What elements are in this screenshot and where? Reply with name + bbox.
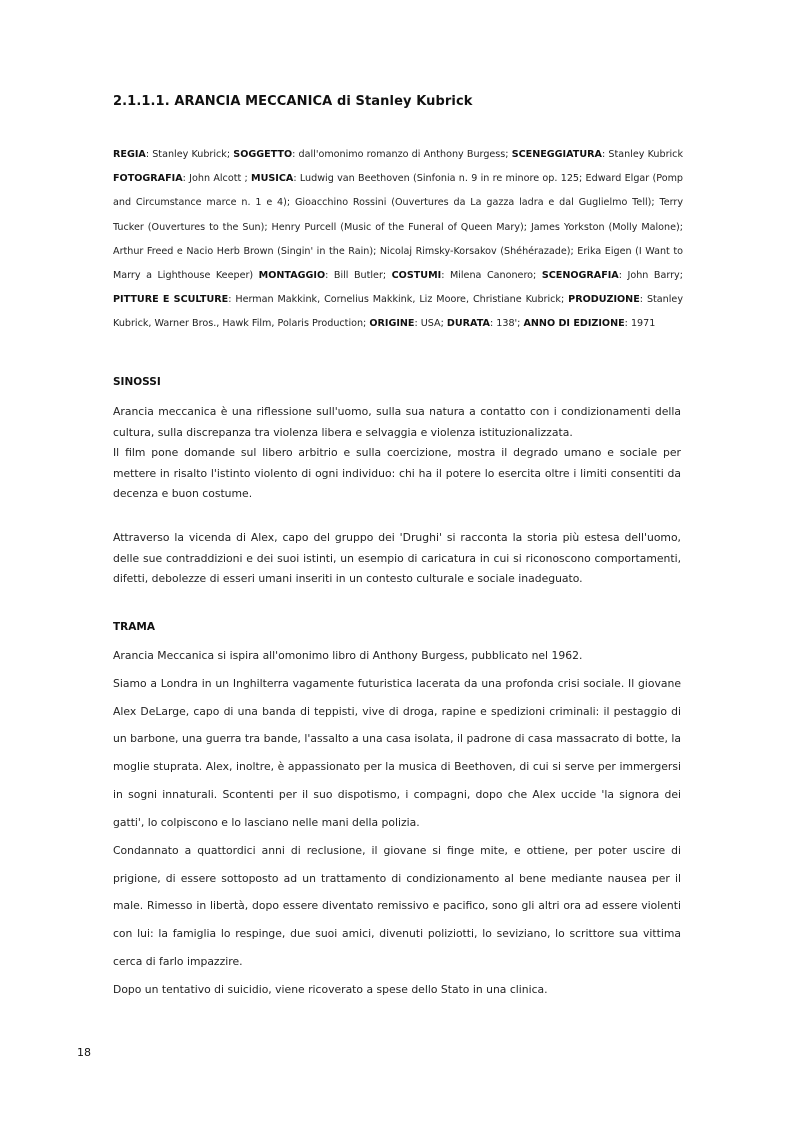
credit-label: REGIA bbox=[113, 149, 146, 160]
credit-label: PITTURE E SCULTURE bbox=[113, 294, 229, 306]
credit-label: SOGGETTO bbox=[233, 149, 293, 160]
credit-value: : Stanley Kubrick, Warner Bros., Hawk Film, Polaris Production; bbox=[113, 294, 683, 330]
credit-value: : John Alcott ; bbox=[182, 173, 252, 185]
sinossi-paragraph: Attraverso la vicenda di Alex, capo del gruppo dei 'Drughi' si racconta la storia più estesa dell'uomo, delle sue contraddizioni e dei suoi istinti, un esempio di caricatura in cui si riconoscono comportamenti, difetti, debolezze di esseri umani inseriti in un contesto culturale e sociale inadeguato. bbox=[113, 531, 681, 585]
credit-value: : Ludwig van Beethoven (Sinfonia n. 9 in re minore op. 125; Edward Elgar (Pomp and Circumstance marce n. 1 e 4); Gioacchino Rossini (Ouvertures da La gazza ladra e dal Guglielmo Tell); Terry Tucker (Ouvertures to the Sun); Henry Purcell (Music of the Funeral of Queen Mary); James Yorkston (Molly Malone); Arthur Freed e Nacio Herb Brown (Singin' in the Rain); Nicolaj Rimsky-Korsakov (Shéhérazade); Erika Eigen (I Want to Marry a Lighthouse Keeper) bbox=[113, 173, 684, 282]
trama-paragraph: Condannato a quattordici anni di reclusione, il giovane si finge mite, e ottiene, per poter uscire di prigione, di essere sottoposto ad un trattamento di condizionamento al bene mediante nausea per il male. Rimesso in libertà, dopo essere diventato remissivo e pacifico, sono gli altri ora ad essere violenti con lui: la famiglia lo respinge, due suoi amici, divenuti poliziotti, lo seviziano, lo scrittore sua vittima cerca di farlo impazzire. bbox=[113, 844, 681, 968]
credit-label: PRODUZIONE bbox=[568, 294, 640, 306]
credit-value: : dall'omonimo romanzo di Anthony Burgess; bbox=[292, 149, 512, 160]
credit-value: : 1971 bbox=[624, 318, 656, 330]
credit-label: COSTUMI bbox=[391, 270, 442, 282]
credit-label: ANNO DI EDIZIONE bbox=[523, 318, 625, 330]
section-heading: 2.1.1.1. ARANCIA MECCANICA di Stanley Kubrick bbox=[113, 94, 473, 109]
credit-value: : Bill Butler; bbox=[325, 270, 392, 282]
page-number: 18 bbox=[77, 1046, 91, 1059]
credit-label: MONTAGGIO bbox=[258, 270, 326, 282]
trama-paragraph: Dopo un tentativo di suicidio, viene ricoverato a spese dello Stato in una clinica. bbox=[113, 983, 548, 996]
credit-label: ORIGINE bbox=[369, 318, 415, 330]
sinossi-paragraph: Arancia meccanica è una riflessione sull'uomo, sulla sua natura a contatto con i condizionamenti della cultura, sulla discrepanza tra violenza libera e selvaggia e violenza istituzionalizzata. bbox=[113, 405, 681, 439]
trama-paragraph: Siamo a Londra in un Inghilterra vagamente futuristica lacerata da una profonda crisi sociale. Il giovane Alex DeLarge, capo di una banda di teppisti, vive di droga, rapine e spedizioni criminali: il pestaggio di un barbone, una guerra tra bande, l'assalto a una casa isolata, il padrone di casa massacrato di botte, la moglie stuprata. Alex, inoltre, è appassionato per la musica di Beethoven, di cui si serve per immergersi in sogni innaturali. Scontenti per il suo dispotismo, i compagni, dopo che Alex uccide 'la signora dei gatti', lo colpiscono e lo lasciano nelle mani della polizia. bbox=[113, 677, 681, 829]
credit-label: FOTOGRAFIA bbox=[113, 173, 183, 185]
film-credits bbox=[113, 143, 683, 337]
credit-value: : Stanley Kubrick bbox=[601, 149, 684, 160]
credit-value: : USA; bbox=[414, 318, 447, 330]
sinossi-paragraph: Il film pone domande sul libero arbitrio e sulla coercizione, mostra il degrado umano e sociale per mettere in risalto l'istinto violento di ogni individuo: chi ha il potere lo esercita oltre i limiti consentiti da decenza e buon costume. bbox=[113, 446, 681, 500]
sinossi-title: SINOSSI bbox=[113, 376, 161, 388]
credit-value: : John Barry; bbox=[618, 270, 683, 282]
credit-value: : Stanley Kubrick; bbox=[145, 149, 234, 160]
credit-value: : 138'; bbox=[489, 318, 524, 330]
credit-label: DURATA bbox=[446, 318, 490, 330]
credit-label: SCENEGGIATURA bbox=[511, 149, 602, 160]
credit-label: MUSICA bbox=[251, 173, 294, 185]
trama-paragraph: Arancia Meccanica si ispira all'omonimo libro di Anthony Burgess, pubblicato nel 1962. bbox=[113, 649, 583, 662]
credit-label: SCENOGRAFIA bbox=[541, 270, 619, 282]
credit-value: : Herman Makkink, Cornelius Makkink, Liz Moore, Christiane Kubrick; bbox=[228, 294, 569, 306]
trama-title: TRAMA bbox=[113, 621, 155, 633]
credit-value: : Milena Canonero; bbox=[441, 270, 542, 282]
